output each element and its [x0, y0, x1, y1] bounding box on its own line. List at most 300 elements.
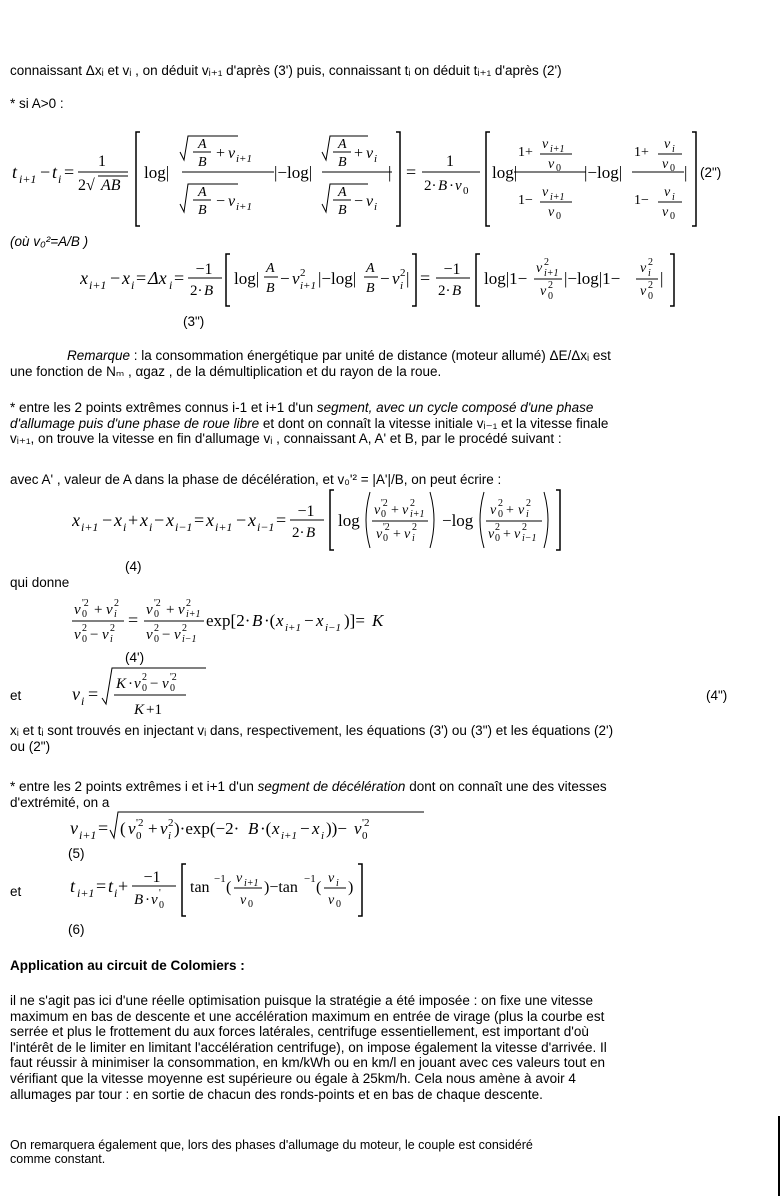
- svg-text:i: i: [58, 172, 62, 186]
- segment-text-d: et dont on connaît la vitesse initiale vᵢ₋₁ et la vitesse finale: [259, 415, 609, 431]
- svg-text:)−tan: )−tan: [264, 879, 298, 896]
- svg-text:i+1: i+1: [285, 622, 301, 634]
- svg-text:2: 2: [526, 498, 531, 509]
- svg-text:i: i: [321, 830, 325, 842]
- svg-text:i+1: i+1: [544, 268, 559, 279]
- svg-text:v: v: [490, 503, 497, 518]
- svg-text:(: (: [226, 879, 232, 896]
- svg-text:+1: +1: [146, 702, 162, 718]
- svg-text:v: v: [228, 145, 236, 162]
- svg-text:−: −: [380, 269, 390, 288]
- svg-text:v: v: [228, 193, 236, 210]
- svg-text:i: i: [374, 153, 378, 165]
- svg-text:v: v: [174, 627, 181, 643]
- svg-text:=: =: [194, 510, 205, 530]
- svg-text:x: x: [166, 510, 174, 530]
- application-title: Application au circuit de Colomiers :: [10, 958, 245, 973]
- svg-text:v: v: [160, 819, 168, 838]
- svg-text:2·: 2·: [292, 525, 305, 541]
- svg-text:0: 0: [498, 509, 503, 520]
- svg-text:K: K: [372, 611, 384, 630]
- svg-text:v: v: [366, 193, 374, 210]
- label-eq-4: (4): [125, 559, 142, 574]
- svg-text:B: B: [134, 892, 144, 908]
- svg-text:B: B: [198, 203, 207, 218]
- svg-text:−: −: [216, 193, 226, 210]
- deceleration-paragraph: [10, 779, 770, 810]
- svg-text:0: 0: [362, 830, 368, 842]
- svg-text:v: v: [292, 269, 300, 288]
- svg-text:2: 2: [400, 267, 406, 279]
- svg-text:'2: '2: [82, 598, 89, 609]
- svg-text:2: 2: [182, 623, 187, 634]
- intro-text: connaissant Δxᵢ et vᵢ , on déduit vᵢ₊₁ d'après (3') puis, connaissant tᵢ on déduit tᵢ₊₁ d'après (2'): [10, 63, 562, 78]
- svg-text:x: x: [72, 510, 80, 530]
- svg-text:2: 2: [544, 257, 549, 268]
- et-label-1: et: [10, 688, 22, 703]
- decel-text-d: d'extrémité, on a: [10, 794, 110, 810]
- app-line-1: il ne s'agit pas ici d'une réelle optimisation puisque la stratégie a été imposée : on fixe une vitesse: [10, 993, 593, 1008]
- svg-text:'2: '2: [154, 598, 161, 609]
- svg-text:0: 0: [170, 683, 175, 694]
- svg-text:B: B: [338, 203, 347, 218]
- svg-text:+: +: [148, 819, 158, 838]
- svg-text:i+1: i+1: [186, 609, 201, 620]
- svg-text:·: ·: [145, 892, 150, 908]
- svg-text:1: 1: [98, 153, 106, 170]
- svg-text:0: 0: [159, 900, 164, 911]
- svg-text:+: +: [94, 602, 103, 618]
- svg-text:−1: −1: [297, 503, 315, 520]
- svg-text:|: |: [660, 269, 664, 288]
- et-label-2: et: [10, 884, 22, 899]
- svg-text:x: x: [206, 510, 214, 530]
- svg-text:v: v: [514, 527, 521, 542]
- svg-text:i−1: i−1: [182, 634, 197, 645]
- svg-text:v: v: [178, 602, 185, 618]
- svg-text:i+1: i+1: [79, 828, 97, 842]
- svg-text:A: A: [198, 185, 207, 200]
- svg-text:|−log|: |−log|: [318, 269, 357, 288]
- svg-text:+: +: [166, 602, 175, 618]
- svg-text:·(: ·(: [260, 819, 272, 838]
- svg-text:−: −: [236, 510, 247, 530]
- svg-text:=: =: [88, 684, 99, 704]
- svg-text:|: |: [388, 163, 392, 182]
- svg-text:i: i: [400, 280, 404, 292]
- svg-text:A: A: [198, 137, 207, 152]
- svg-text:B: B: [306, 525, 316, 541]
- label-eq-6: (6): [68, 922, 85, 937]
- svg-text:0: 0: [383, 533, 388, 544]
- svg-text:·: ·: [449, 178, 454, 194]
- svg-text:i+1: i+1: [81, 520, 99, 534]
- svg-text:=: =: [276, 510, 287, 530]
- svg-text:0: 0: [82, 634, 87, 645]
- svg-text:i: i: [526, 509, 529, 520]
- svg-text:i−1: i−1: [175, 520, 193, 534]
- svg-text:2: 2: [154, 623, 159, 634]
- svg-text:i: i: [648, 268, 651, 279]
- svg-text:0: 0: [556, 211, 561, 222]
- svg-text:x: x: [272, 819, 280, 838]
- svg-text:0: 0: [648, 291, 653, 302]
- svg-text:log|: log|: [144, 163, 170, 182]
- svg-text:x: x: [122, 268, 130, 288]
- svg-text:1: 1: [446, 153, 454, 170]
- svg-text:v: v: [134, 676, 141, 692]
- svg-text:−: −: [304, 611, 314, 630]
- svg-text:v: v: [70, 818, 78, 838]
- svg-text:|: |: [684, 163, 688, 182]
- svg-text:i: i: [672, 192, 675, 203]
- svg-text:v: v: [74, 627, 81, 643]
- svg-text:x: x: [80, 268, 88, 288]
- svg-text:AB: AB: [101, 177, 121, 194]
- segment-text-e: vᵢ₊₁, on trouve la vitesse en fin d'allumage vᵢ , connaissant A, A' et B, par le procédé suivant :: [10, 431, 562, 447]
- svg-text:i+1: i+1: [236, 201, 252, 213]
- svg-text:v: v: [354, 819, 362, 838]
- svg-text:0: 0: [495, 533, 500, 544]
- svg-text:2·: 2·: [190, 283, 203, 299]
- svg-text:0: 0: [556, 163, 561, 174]
- svg-text:2: 2: [495, 522, 500, 533]
- final-line-2: comme constant.: [10, 1152, 106, 1166]
- app-line-4: l'intérêt de le limiter en limitant l'accélération centrifuge), on impose également la vitesse d'arrivée. Il: [10, 1039, 607, 1055]
- svg-text:0: 0: [670, 163, 675, 174]
- svg-text:'2: '2: [136, 817, 144, 829]
- svg-text:=: =: [174, 268, 185, 288]
- svg-text:−log: −log: [442, 511, 474, 530]
- svg-text:=: =: [96, 876, 107, 896]
- svg-text:0: 0: [136, 830, 142, 842]
- svg-text:=: =: [64, 162, 75, 182]
- label-eq-4p: (4'): [125, 650, 145, 665]
- svg-text:=: =: [128, 610, 139, 630]
- svg-text:v: v: [404, 527, 411, 542]
- svg-text:i+1: i+1: [77, 886, 95, 900]
- svg-text:0: 0: [463, 185, 469, 197]
- svg-text:=: =: [406, 162, 417, 182]
- svg-text:x: x: [316, 611, 324, 630]
- svg-text:i+1: i+1: [89, 278, 107, 292]
- svg-text:B: B: [366, 281, 375, 296]
- svg-text:−: −: [162, 627, 171, 643]
- svg-text:|−log|: |−log|: [274, 163, 313, 182]
- svg-text:1+: 1+: [518, 145, 533, 160]
- svg-text:B: B: [438, 178, 448, 194]
- svg-text:log|1−: log|1−: [484, 269, 528, 288]
- svg-text:−1: −1: [443, 261, 461, 278]
- svg-text:exp[2·: exp[2·: [206, 611, 251, 630]
- svg-text:2: 2: [548, 280, 553, 291]
- svg-text:i: i: [672, 144, 675, 155]
- svg-text:v: v: [328, 871, 335, 886]
- svg-text:v: v: [74, 602, 81, 618]
- svg-text:v: v: [146, 602, 153, 618]
- svg-text:i+1: i+1: [244, 878, 259, 889]
- svg-text:−1: −1: [304, 873, 316, 885]
- label-eq-3pp: (3"): [183, 314, 205, 329]
- svg-text:2·: 2·: [424, 178, 437, 194]
- svg-text:0: 0: [154, 609, 159, 620]
- svg-text:B: B: [248, 819, 259, 838]
- svg-text:'2: '2: [362, 817, 370, 829]
- svg-text:v: v: [548, 205, 555, 220]
- v0-definition: (où v₀²=A/B ): [10, 234, 89, 249]
- svg-text:A: A: [338, 185, 347, 200]
- svg-text:v: v: [542, 185, 549, 200]
- svg-text:2: 2: [142, 672, 147, 683]
- svg-text:v: v: [128, 819, 136, 838]
- svg-text:1+: 1+: [634, 145, 649, 160]
- qui-donne-text: qui donne: [10, 575, 70, 590]
- svg-text:2: 2: [300, 267, 306, 279]
- svg-text:2: 2: [648, 257, 653, 268]
- svg-text:v: v: [366, 145, 374, 162]
- svg-text:i+1: i+1: [19, 172, 37, 186]
- svg-text:2: 2: [498, 498, 503, 509]
- svg-text:i: i: [149, 520, 153, 534]
- svg-text:i+1: i+1: [300, 280, 316, 292]
- svg-text:v: v: [151, 892, 158, 908]
- svg-text:=: =: [98, 818, 109, 838]
- svg-text:v: v: [374, 503, 381, 518]
- app-line-5: faut réussir à minimiser la consommation, en km/kWh ou en km/l en jouant avec ces valeurs tout en: [10, 1055, 606, 1071]
- svg-text:−: −: [300, 819, 310, 838]
- svg-text:log|: log|: [492, 163, 518, 182]
- segment-text-a: * entre les 2 points extrêmes connus i-1 et i+1 d'un: [10, 400, 317, 415]
- svg-text:v: v: [236, 871, 243, 886]
- svg-text:·: ·: [128, 676, 133, 692]
- case-a-positive: * si A>0 :: [10, 96, 64, 111]
- svg-text:−: −: [90, 627, 99, 643]
- svg-text:0: 0: [142, 683, 147, 694]
- svg-text:B: B: [204, 283, 214, 299]
- svg-text:i−1: i−1: [325, 622, 341, 634]
- svg-text:−1: −1: [214, 873, 226, 885]
- svg-text:i: i: [131, 278, 135, 292]
- svg-text:i+1: i+1: [550, 144, 565, 155]
- svg-text:0: 0: [248, 899, 253, 910]
- svg-text:t: t: [70, 876, 76, 896]
- avec-text: avec A' , valeur de A dans la phase de décélération, et v₀'² = |A'|/B, on peut écrire :: [10, 472, 502, 487]
- svg-text:−: −: [40, 162, 51, 182]
- svg-text:=: =: [136, 268, 147, 288]
- svg-text:': ': [159, 888, 161, 899]
- svg-text:'2: '2: [170, 672, 177, 683]
- decel-text-a: * entre les 2 points extrêmes i et i+1 d'un: [10, 779, 258, 794]
- svg-text:v: v: [664, 137, 671, 152]
- svg-text:=: =: [420, 268, 431, 288]
- svg-text:A: A: [366, 261, 375, 276]
- svg-text:−: −: [280, 269, 290, 288]
- svg-text:i+1: i+1: [550, 192, 565, 203]
- svg-text:v: v: [640, 284, 647, 299]
- svg-text:x: x: [114, 510, 122, 530]
- xt-found-line-1: xᵢ et tᵢ sont trouvés en injectant vᵢ dans, respectivement, les équations (3') ou (3") et les équations (2'): [10, 723, 614, 738]
- svg-text:log|: log|: [234, 269, 260, 288]
- svg-text:i−1: i−1: [257, 520, 275, 534]
- svg-text:+: +: [354, 145, 364, 162]
- svg-text:1−: 1−: [518, 193, 533, 208]
- svg-text:−: −: [102, 510, 113, 530]
- svg-text:A: A: [266, 261, 275, 276]
- svg-text:2√: 2√: [78, 177, 95, 194]
- svg-text:−: −: [110, 268, 121, 288]
- svg-text:K: K: [116, 676, 127, 692]
- xt-found-paragraph: [10, 723, 770, 754]
- svg-text:0: 0: [154, 634, 159, 645]
- app-line-2: maximum en bas de descente et une accélération maximum en entrée de virage (plus la courbe est: [10, 1008, 605, 1024]
- svg-text:(: (: [316, 879, 322, 896]
- svg-text:x: x: [312, 819, 320, 838]
- svg-text:v: v: [536, 261, 543, 276]
- svg-text:i: i: [336, 878, 339, 889]
- final-paragraph: [10, 1138, 533, 1166]
- svg-text:v: v: [72, 684, 80, 704]
- svg-text:v: v: [662, 157, 669, 172]
- svg-text:v: v: [146, 627, 153, 643]
- svg-text:v: v: [240, 893, 247, 908]
- svg-text:+: +: [503, 527, 511, 542]
- svg-text:·(: ·(: [264, 611, 276, 630]
- svg-text:2: 2: [168, 817, 174, 829]
- svg-text:−1: −1: [195, 261, 213, 278]
- svg-text:v: v: [540, 284, 547, 299]
- svg-text:Δx: Δx: [148, 268, 167, 288]
- svg-text:+: +: [391, 503, 399, 518]
- svg-text:i: i: [114, 886, 118, 900]
- svg-text:v: v: [662, 205, 669, 220]
- svg-text:|: |: [406, 269, 410, 288]
- svg-text:K: K: [134, 702, 145, 718]
- svg-text:−1: −1: [143, 869, 161, 886]
- svg-text:2: 2: [648, 280, 653, 291]
- svg-text:'2: '2: [383, 522, 390, 533]
- svg-text:B: B: [198, 155, 207, 170]
- svg-text:'2: '2: [381, 498, 388, 509]
- segment-text-b: segment, avec un cycle composé d'une phase: [316, 400, 594, 415]
- svg-text:v: v: [328, 893, 335, 908]
- app-line-3: serrée et plus le frottement du aux forces latérales, centrifuge essentiellement, est important d'où: [10, 1024, 589, 1040]
- xt-found-line-2: ou (2"): [10, 738, 51, 754]
- svg-text:−: −: [154, 510, 165, 530]
- svg-text:v: v: [455, 178, 462, 194]
- svg-text:v: v: [640, 261, 647, 276]
- svg-text:2: 2: [186, 598, 191, 609]
- svg-text:i: i: [374, 201, 378, 213]
- svg-text:B: B: [252, 611, 263, 630]
- svg-text:+: +: [216, 145, 226, 162]
- svg-text:B: B: [338, 155, 347, 170]
- svg-text:t: t: [52, 162, 58, 182]
- svg-text:): ): [348, 879, 354, 896]
- svg-text:i+1: i+1: [410, 509, 425, 520]
- label-eq-4pp: (4"): [706, 688, 728, 703]
- svg-text:A: A: [338, 137, 347, 152]
- svg-text:i: i: [123, 520, 127, 534]
- svg-text:v: v: [392, 269, 400, 288]
- remarque-word: Remarque: [67, 348, 131, 363]
- svg-text:+: +: [118, 876, 129, 896]
- svg-text:v: v: [376, 527, 383, 542]
- label-eq-5: (5): [68, 846, 85, 861]
- svg-text:i: i: [114, 609, 117, 620]
- svg-text:i: i: [412, 533, 415, 544]
- svg-text:v: v: [102, 627, 109, 643]
- svg-text:i: i: [169, 278, 173, 292]
- svg-text:0: 0: [670, 211, 675, 222]
- svg-text:0: 0: [336, 899, 341, 910]
- svg-text:v: v: [664, 185, 671, 200]
- svg-text:+: +: [128, 510, 139, 530]
- svg-text:B: B: [266, 281, 275, 296]
- svg-text:v: v: [402, 503, 409, 518]
- svg-text:0: 0: [82, 609, 87, 620]
- svg-text:v: v: [106, 602, 113, 618]
- svg-text:2: 2: [412, 522, 417, 533]
- svg-text:2: 2: [114, 598, 119, 609]
- svg-text:x: x: [140, 510, 148, 530]
- svg-text:)]=: )]=: [344, 611, 365, 630]
- svg-text:+: +: [506, 503, 514, 518]
- svg-text:−: −: [150, 676, 159, 692]
- segment-text-c: d'allumage puis d'une phase de roue libre: [10, 415, 260, 431]
- svg-text:v: v: [488, 527, 495, 542]
- svg-text:x: x: [248, 510, 256, 530]
- application-paragraph: [10, 993, 770, 1102]
- svg-text:v: v: [518, 503, 525, 518]
- final-line-1: On remarquera également que, lors des phases d'allumage du moteur, le couple est considéré: [10, 1138, 533, 1152]
- svg-text:i: i: [168, 830, 172, 842]
- svg-text:2: 2: [410, 498, 415, 509]
- svg-text:2·: 2·: [438, 283, 451, 299]
- svg-text:t: t: [12, 162, 18, 182]
- svg-text:log: log: [338, 511, 360, 530]
- label-eq-2pp: (2"): [700, 165, 722, 180]
- svg-text:+: +: [393, 527, 401, 542]
- svg-text:v: v: [542, 137, 549, 152]
- svg-text:i−1: i−1: [522, 533, 537, 544]
- svg-text:))−: ))−: [326, 819, 347, 838]
- remarque-text-1: : la consommation énergétique par unité de distance (moteur allumé) ΔE/Δxᵢ est: [130, 348, 611, 363]
- decel-text-c: dont on connaît une des vitesses: [405, 779, 607, 794]
- remarque-text-2: une fonction de Nₘ , αgaz , de la démultiplication et du rayon de la roue.: [10, 363, 442, 379]
- svg-text:B: B: [452, 283, 462, 299]
- svg-text:x: x: [276, 611, 284, 630]
- svg-text:i+1: i+1: [215, 520, 233, 534]
- svg-text:tan: tan: [190, 879, 210, 896]
- svg-text:0: 0: [548, 291, 553, 302]
- svg-text:v: v: [162, 676, 169, 692]
- app-line-6: vérifiant que la vitesse moyenne est supérieure ou égale à 25km/h. Cela nous amène à avoir 4: [10, 1070, 576, 1086]
- svg-text:1−: 1−: [634, 193, 649, 208]
- svg-text:(: (: [120, 819, 126, 838]
- svg-text:v: v: [548, 157, 555, 172]
- svg-text:i+1: i+1: [236, 153, 252, 165]
- svg-text:i: i: [110, 634, 113, 645]
- svg-text:2: 2: [522, 522, 527, 533]
- svg-text:|−log|: |−log|: [584, 163, 623, 182]
- remarque-paragraph: [10, 348, 770, 379]
- svg-text:t: t: [108, 876, 114, 896]
- svg-text:)·exp(−2·: )·exp(−2·: [174, 819, 240, 838]
- svg-text:|−log|1−: |−log|1−: [564, 269, 621, 288]
- svg-text:2: 2: [82, 623, 87, 634]
- svg-text:2: 2: [110, 623, 115, 634]
- svg-text:−: −: [354, 193, 364, 210]
